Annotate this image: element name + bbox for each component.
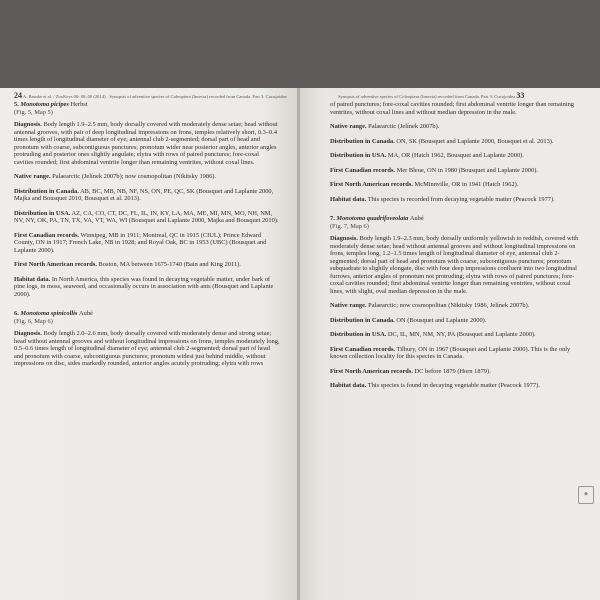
first-north-american-6: First North American records. McMinnville, OR in 1941 (Hatch 1962).: [330, 181, 519, 188]
distribution-usa-5: Distribution in USA. AZ, CA, CO, CT, DC, FL, IL, IN, KY, LA, MA, ME, MI, MN, MO, NH, NM, NV, NY, OK, PA, TN, TX, VA, VT, WA, WI (Bousquet and Laplante 2000, Majka and Bousquet 2010).: [14, 209, 279, 224]
species-heading-6: 6. Monotoma spinicollis Aubé: [14, 310, 93, 317]
species-ref-5: (Fig. 5, Map 5): [14, 108, 53, 116]
diagnosis-6: Diagnosis. Body length 2.0–2.6 mm, body dorsally covered with moderately dense and strong setae; head without antennal grooves and without longitudinal impressions on frons, temples moderately long, 0.5–0.6 times length of longitudinal diameter of eye; antennal club 2-segmented; dorsal part of head and pronotum with coarse, subcontiguous punctures; pronotum widest just behind middle, without impressions on disc, sides markedly rounded, anterior angles acutely protruding; elytra with rows: [14, 330, 280, 367]
distribution-canada-7: Distribution in Canada. ON (Bousquet and Laplante 2000).: [330, 316, 487, 324]
left-page: [0, 88, 298, 600]
distribution-usa-6: Distribution in USA. MA, OR (Hatch 1962, Bousquet and Laplante 2000).: [330, 152, 524, 159]
left-running-header: 24 A. Brunke et al. / ZooKeys 00: 00–00 (2014) · Synopsis of adventive species of Coleoptera (Insecta) recorded from Canada. Part 3: Cucujoidea: [14, 91, 287, 100]
distribution-usa-7: Distribution in USA. DC, IL, MN, NM, NY, PA (Bousquet and Laplante 2000).: [330, 331, 536, 338]
first-canadian-7: First Canadian records. Tilbury, ON in 1967 (Bousquet and Laplante 2000). This is the only known collection locality for this species in Canada.: [330, 345, 571, 360]
native-range-7: Native range. Palaearctic; now cosmopolitan (Nikitsky 1986, Jelínek 2007b).: [330, 302, 530, 309]
first-north-american-5: First North American records. Boston, MA between 1675-1740 (Bain and King 2011).: [14, 261, 241, 268]
habitat-6: Habitat data. This species is recorded from decaying vegetable matter (Peacock 1977).: [330, 195, 555, 203]
diagnosis-5: Diagnosis. Body length 1.9–2.5 mm, body dorsally covered with moderately dense setae; head without antennal grooves, with pair of deep longitudinal impressions on frons, temples relatively short, 0.3–0.4 times length of longitudinal diameter of eye; antennal club 2-segmented; dorsal part of head and pronotum with coarse, subcontiguous punctures; pronotum wider near posterior angles, anterior angles protruding and posterior ones slightly angulate; elytra with rows of paired punctures; fore-coxal cavities rounded; first abdominal ventrite longer than remaining ventrites, without coxal lines.: [14, 121, 278, 166]
right-page-number: 33: [516, 91, 525, 100]
native-range-5: Native range. Palaearctic (Jelínek 2007b); now cosmopolitan (Nikitsky 1986).: [14, 173, 216, 180]
species-heading-5: 5. Monotoma picipes Herbst: [14, 101, 88, 108]
first-canadian-6: First Canadian records. Mer Bleue, ON in 1980 (Bousquet and Laplante 2000).: [330, 166, 538, 174]
first-canadian-5: First Canadian records. Winnipeg, MB in 1911; Montreal, QC in 1915 (CIUL); Prince Edward County, ON in 1917; French Lake, NB in 1928; and Royal Oak, BC in 1953 (UBC) (Bousquet and Laplante 2000).: [14, 231, 267, 254]
native-range-6: Native range. Palaearctic (Jelínek 2007b).: [330, 123, 440, 130]
left-text-column: [14, 101, 280, 375]
continued-diagnosis-6: of paired punctures; fore-coxal cavities rounded; first abdominal ventrite longer than remaining ventrites, without coxal lines and without median depression in the male.: [330, 101, 575, 116]
first-north-american-7: First North American records. DC before 1879 (Horn 1879).: [330, 367, 491, 375]
right-text-column: [330, 101, 580, 397]
species-ref-7: (Fig. 7, Map 6): [330, 222, 369, 230]
species-heading-7: 7. Monotoma quadrifoveolata Aubé: [330, 215, 424, 222]
distribution-canada-6: Distribution in Canada. ON, SK (Bousquet and Laplante 2000, Bousquet et al. 2013).: [330, 137, 554, 145]
right-running-header: Synopsis of adventive species of Coleoptera (Insecta) recorded from Canada. Part 3: Cucujoidea 33: [338, 91, 525, 100]
left-page-number: 24: [14, 91, 22, 100]
distribution-canada-5: Distribution in Canada. AB, BC, MB, NB, NF, NS, ON, PE, QC, SK (Bousquet and Laplante 2000, Majka and Bousquet 2010, Bousquet et al. 2013).: [14, 187, 274, 202]
library-stamp-icon: ◆: [578, 486, 594, 504]
habitat-5: Habitat data. In North America, this species was found in decaying vegetable matter, under bark of pine logs, in moss, seaweed, and occasionally occurs in association with ants (Bousquet and Laplante 2000).: [14, 275, 274, 298]
species-ref-6: (Fig. 6, Map 6): [14, 317, 53, 325]
diagnosis-7: Diagnosis. Body length 1.9–2.3 mm, body dorsally uniformly yellowish to reddish, covered with moderately dense setae; head without antennal grooves and without longitudinal impressions on frons, temples long, 1.2–1.5 times length of longitudinal diameter of eye, antennal club 2-segmented; dorsal part of head and pronotum with coarse, subcontiguous punctures; pronotum subquadrate to slightly elongate, disc with four deep impressions confluent into two longitudinal furrows, anterior angles of pronotum not protruding; elytra with rows of paired punctures; fore-coxal cavities rounded; first abdominal ventrite longer than remaining ventrites, without coxal lines, with slight, oval median depression in the male.: [330, 235, 579, 295]
habitat-7: Habitat data. This species is found in decaying vegetable matter (Peacock 1977).: [330, 382, 540, 389]
right-page: [300, 88, 600, 600]
